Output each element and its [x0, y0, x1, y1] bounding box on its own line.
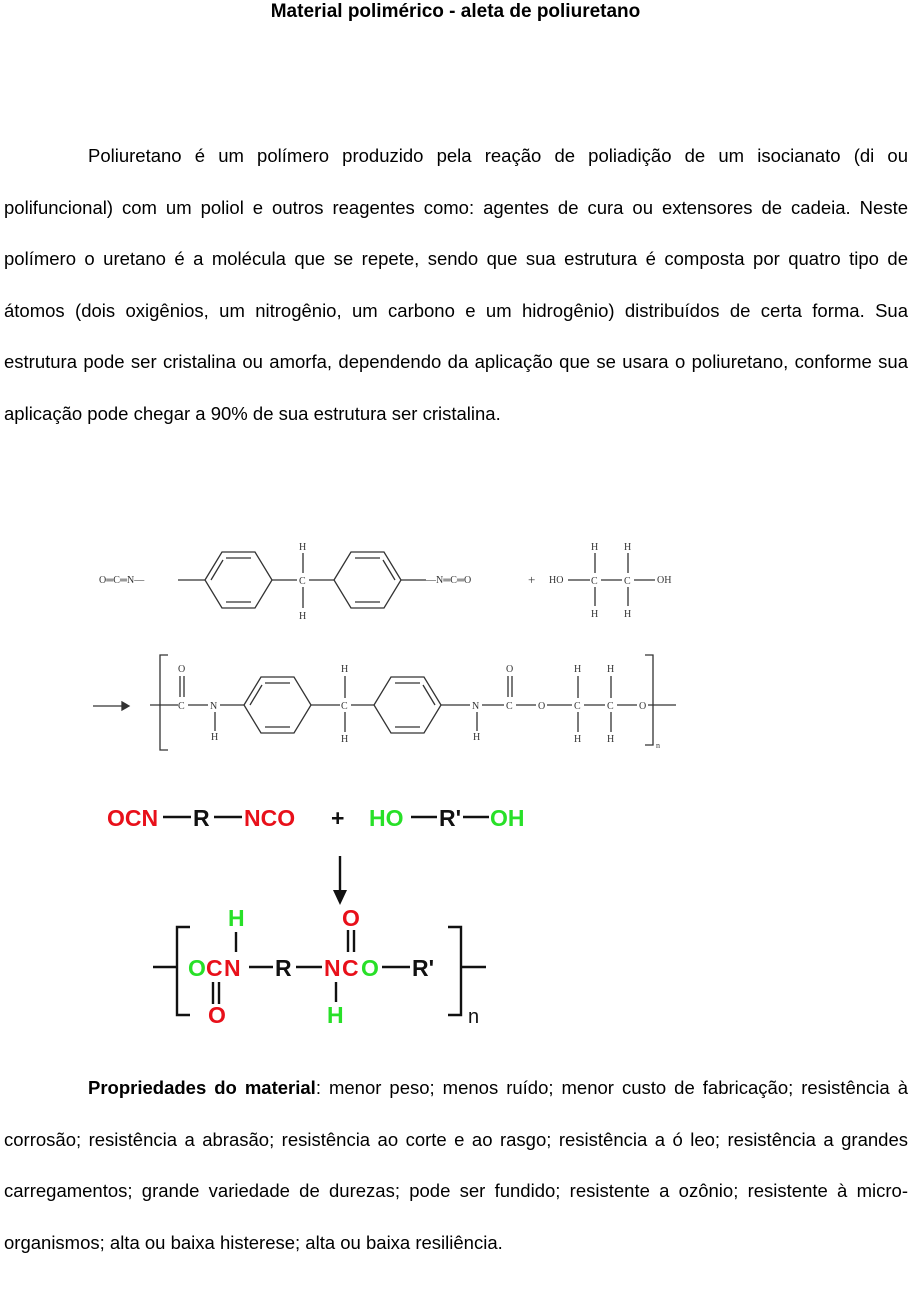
- repeat-subscript-2: n: [468, 1006, 480, 1028]
- diol-ho: HO: [549, 575, 564, 586]
- diol-c1: C: [591, 576, 598, 587]
- product-h-n2: H: [473, 732, 481, 743]
- product-c3: C: [574, 701, 581, 712]
- isocyanate-left: OCN: [107, 805, 159, 831]
- product-o-left: O: [188, 955, 206, 981]
- product-h-c3-bottom: H: [574, 734, 582, 745]
- isocyanate-right-label: —N═C═O: [426, 575, 472, 586]
- product-o4: O: [639, 701, 647, 712]
- plus-sign-1: +: [528, 572, 536, 587]
- product-h-center-bottom: H: [341, 734, 349, 745]
- polyol-oh: OH: [490, 805, 525, 831]
- product-o-right: O: [361, 955, 379, 981]
- diol-oh: OH: [657, 575, 672, 586]
- diol-h2-bottom: H: [624, 609, 632, 620]
- center-h-bottom: H: [299, 611, 307, 622]
- product-c2: C: [506, 701, 513, 712]
- polyol-ho: HO: [369, 805, 404, 831]
- repeat-subscript: n: [656, 741, 660, 750]
- product-n2: N: [472, 701, 480, 712]
- product-c4: C: [607, 701, 614, 712]
- product-h-c4-bottom: H: [607, 734, 615, 745]
- r-group: R: [193, 805, 210, 831]
- diol-h2-top: H: [624, 542, 632, 553]
- product-r-prime: R': [412, 955, 435, 981]
- center-carbon: C: [299, 576, 306, 587]
- diol-h1-top: H: [591, 542, 599, 553]
- product-o2: O: [506, 664, 514, 675]
- document-title: Material polimérico - aleta de poliuretano: [270, 1, 641, 22]
- product-c-right: C: [342, 955, 359, 981]
- isocyanate-left-label: O═C═N—: [99, 575, 145, 586]
- product-n-left: N: [224, 955, 241, 981]
- properties-text: : menor peso; menos ruído; menor custo de fabricação; resistência à corrosão; resistência a abrasão; resistência ao corte e ao rasgo; resistência a ó leo; resistência a grandes carregamentos; grande variedade de durezas; pode ser fundido; resistente a ozônio; resistente à micro-organismos; alta ou baixa histerese; alta ou baixa resiliência.: [4, 1077, 908, 1253]
- product-o1: O: [178, 664, 186, 675]
- properties-label: Propriedades do material: [88, 1077, 316, 1098]
- bracket-right-2: [448, 927, 461, 1015]
- product-o3: O: [538, 701, 546, 712]
- isocyanate-right: NCO: [244, 805, 296, 831]
- arrow-head-down: [333, 890, 347, 905]
- diol-c2: C: [624, 576, 631, 587]
- paragraph-properties: [4, 1062, 908, 1268]
- product-n-right: N: [324, 955, 341, 981]
- paragraph-intro-text: Poliuretano é um polímero produzido pela reação de poliadição de um isocianato (di ou polifuncional) com um poliol e outros reagentes como: agentes de cura ou extensores de cadeia. Neste polímero o uretano é a molécula que se repete, sendo que sua estrutura é composta por quatro tipo de átomos (dois oxigênios, um nitrogênio, um carbono e um hidrogênio) distribuídos de certa forma. Sua estrutura pode ser cristalina ou amorfa, dependendo da aplicação que se usara o poliuretano, conforme sua aplicação pode chegar a 90% de sua estrutura ser cristalina.: [4, 145, 908, 424]
- product-c-left: C: [206, 955, 223, 981]
- product-c1: C: [178, 701, 185, 712]
- product-h-top: H: [228, 905, 245, 931]
- product-o-top: O: [342, 905, 360, 931]
- product-h-center-top: H: [341, 664, 349, 675]
- product-r: R: [275, 955, 292, 981]
- diol-h1-bottom: H: [591, 609, 599, 620]
- product-h-c4-top: H: [607, 664, 615, 675]
- product-h-n1: H: [211, 732, 219, 743]
- r-prime: R': [439, 805, 462, 831]
- product-h-bottom: H: [327, 1002, 344, 1028]
- product-h-c3-top: H: [574, 664, 582, 675]
- center-h-top: H: [299, 542, 307, 553]
- product-c-center: C: [341, 701, 348, 712]
- product-n1: N: [210, 701, 218, 712]
- plus-sign-2: +: [331, 805, 345, 831]
- product-o-bottom: O: [208, 1002, 226, 1028]
